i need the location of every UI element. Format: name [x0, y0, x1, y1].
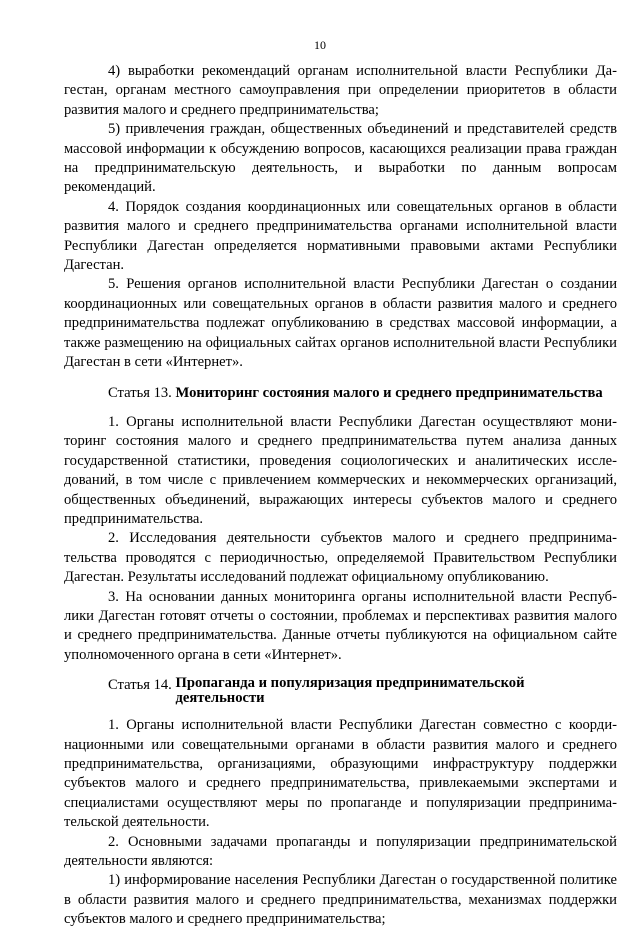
- article-13-title: Мониторинг состояния малого и среднего предпринимательства: [175, 384, 603, 401]
- article-14-title-line-1: Пропаганда и популяризация предпринимательской: [175, 675, 525, 692]
- paragraph: 1) информирование населения Республики Дагестан о государственной политике в области развития малого и среднего предпринимательства, механизмах поддержки субъектов малого и среднего предпринимательства;: [64, 872, 617, 928]
- paragraph: 1. Органы исполнительной власти Республики Дагестан совместно с координационными или совещательными органами в области развития малого и среднего предпринимательства, организациями, образующими инфраструктуру поддержки субъектов малого и среднего предпринимательства, привлекаемыми экспертами и специалистами осуществляют меры по пропаганде и популяризации предпринимательской деятельности.: [64, 717, 617, 831]
- article-14-title: [176, 676, 525, 706]
- paragraph: 4. Порядок создания координационных или совещательных органов в области развития малого и среднего предпринимательства органами исполнительной власти Республики Дагестан определяется нормативными правовыми актами Республики Дагестан.: [64, 198, 617, 274]
- article-14-heading: [64, 676, 617, 706]
- paragraph: 4) выработки рекомендаций органам исполнительной власти Республики Дагестан, органам местного самоуправления при определении приоритетов в области развития малого и среднего предпринимательства;: [64, 63, 617, 118]
- article-14-prefix: Статья 14.: [108, 677, 172, 694]
- article-14-title-line-2: деятельности: [175, 690, 265, 707]
- article-13-prefix: Статья 13.: [108, 384, 172, 401]
- paragraph: 2. Исследования деятельности субъектов малого и среднего предпринимательства проводятся с периодичностью, определяемой Правительством Республики Дагестан. Результаты исследований подлежат официальному опубликованию.: [64, 530, 617, 586]
- paragraph: 5. Решения органов исполнительной власти Республики Дагестан о создании координационных или совещательных органов в области развития малого и среднего предпринимательства подлежат опубликованию в средствах массовой информации, а также размещению на официальных сайтах органов исполнительной власти Республики Дагестан в сети «Интернет».: [64, 276, 617, 371]
- paragraph: 3. На основании данных мониторинга органы исполнительной власти Республики Дагестан готовят отчеты о состоянии, проблемах и перспективах развития малого и среднего предпринимательства. Данные отчеты публикуются на официальном сайте уполномоченного органа в сети «Интернет».: [64, 588, 617, 663]
- paragraph: 5) привлечения граждан, общественных объединений и представителей средств массовой информации к обсуждению вопросов, касающихся реализации права граждан на предпринимательскую деятельность, и выработки по данным вопросам рекомендаций.: [64, 121, 617, 196]
- article-13-heading: [64, 384, 617, 403]
- document-body: [64, 62, 617, 930]
- page-number: 10: [314, 38, 326, 52]
- paragraph: 2. Основными задачами пропаганды и популяризации предпринимательской деятельности являются:: [64, 833, 617, 870]
- paragraph: 1. Органы исполнительной власти Республики Дагестан осуществляют мониторинг состояния малого и среднего предпринимательства путем анализа данных государственной статистики, проведения социологических и аналитических исследований, в том числе с привлечением коммерческих и некоммерческих организаций, общественных объединений, выражающих интересы субъектов малого и среднего предпринимательства.: [64, 413, 617, 527]
